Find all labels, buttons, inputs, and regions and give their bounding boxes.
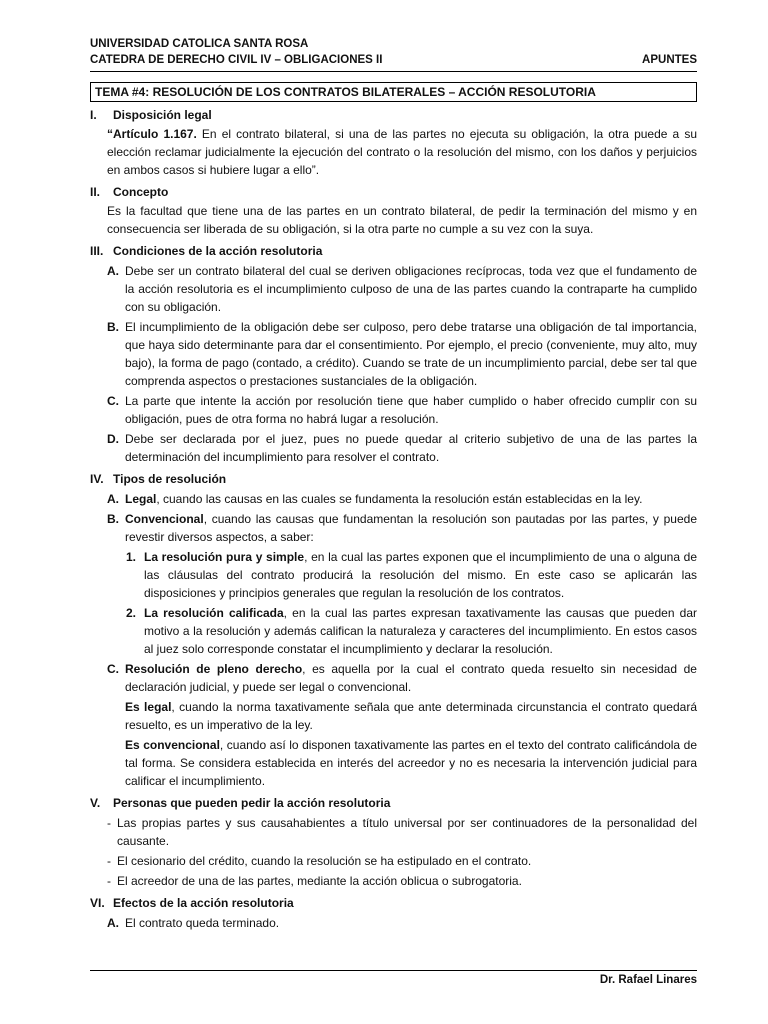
section-heading bbox=[90, 106, 697, 124]
list-item: B. Convencional, cuando las causas que fundamentan la resolución son pautadas por las partes, y puede revestir diversos aspectos, a saber: bbox=[107, 512, 697, 544]
section-number: III. bbox=[90, 244, 104, 258]
list-item: A. El contrato queda terminado. bbox=[107, 916, 280, 930]
section-heading bbox=[90, 183, 697, 201]
list-item: 1. La resolución pura y simple, en la cual las partes exponen que el incumplimiento de una o alguna de las cláusulas del contrato producirá la resolución del mismo. En este caso se aplicarán las disposiciones y principios generales que regulan la resolución de los contratos. bbox=[126, 550, 698, 600]
header-chair: CATEDRA DE DERECHO CIVIL IV – OBLIGACIONES II bbox=[90, 54, 383, 66]
section-heading bbox=[90, 242, 697, 260]
section-number: VI. bbox=[90, 896, 105, 910]
section-title: Efectos de la acción resolutoria bbox=[113, 896, 294, 910]
article-quote: “Artículo 1.167. En el contrato bilateral, si una de las partes no ejecuta su obligación, la otra puede a su elección reclamar judicialmente la ejecución del contrato o la resolución del mismo, con los daños y perjuicios en ambos casos si hubiere lugar a ello”. bbox=[107, 127, 697, 177]
section-heading bbox=[90, 794, 697, 812]
list-item: C. Resolución de pleno derecho, es aquella por la cual el contrato queda resuelto sin necesidad de declaración judicial, y puede ser legal o convencional. bbox=[107, 662, 697, 694]
page-header bbox=[90, 36, 697, 72]
page-footer bbox=[90, 970, 697, 986]
list-item: - Las propias partes y sus causahabientes a título universal por ser continuadores de la personalidad del causante. bbox=[107, 816, 697, 848]
section-number: I. bbox=[90, 108, 97, 122]
sub-paragraph: Es legal, cuando la norma taxativamente señala que ante determinada circunstancia el contrato quedará resuelto, es un imperativo de la ley. bbox=[125, 700, 698, 732]
list-item: 2. La resolución calificada, en la cual las partes expresan taxativamente las causas que pueden dar motivo a la resolución y además califican la naturaleza y caracteres del incumplimiento. En estos casos al juez solo corresponde constatar el incumplimiento y declarar la resolución. bbox=[126, 606, 697, 656]
header-notes: APUNTES bbox=[642, 54, 697, 66]
list-item: B. El incumplimiento de la obligación debe ser culposo, pero debe tratarse una obligación de tal importancia, que haya sido determinante para dar el consentimiento. Por ejemplo, el precio (conveniente, muy alto, muy bajo), la forma de pago (contado, a crédito). Cuando se trate de un incumplimiento parcial, debe ser tal que comprenda aspectos o prestaciones sustanciales de la obligación. bbox=[107, 320, 697, 388]
sub-paragraph: Es convencional, cuando así lo disponen taxativamente las partes en el texto del contrato calificándola de tal forma. Se considera establecida en interés del acreedor y no es necesaria la intervención judicial para calificar el incumplimiento. bbox=[125, 738, 697, 788]
topic-title: TEMA #4: RESOLUCIÓN DE LOS CONTRATOS BILATERALES – ACCIÓN RESOLUTORIA bbox=[90, 82, 697, 102]
concept-text: Es la facultad que tiene una de las partes en un contrato bilateral, de pedir la terminación del mismo y en consecuencia ser liberada de su obligación, si la otra parte no cumple a su vez con la suya. bbox=[107, 204, 697, 236]
section-heading bbox=[90, 894, 697, 912]
list-item: - El acreedor de una de las partes, mediante la acción oblicua o subrogatoria. bbox=[107, 874, 522, 888]
section-number: IV. bbox=[90, 472, 104, 486]
list-item: A. Legal, cuando las causas en las cuales se fundamenta la resolución están establecidas en la ley. bbox=[107, 492, 643, 506]
section-heading bbox=[90, 470, 697, 488]
header-rule bbox=[90, 71, 697, 72]
header-university: UNIVERSIDAD CATOLICA SANTA ROSA bbox=[90, 38, 309, 50]
list-item: D. Debe ser declarada por el juez, pues no puede quedar al criterio subjetivo de una de las partes la determinación del incumplimiento para resolver el contrato. bbox=[107, 432, 697, 464]
section-number: V. bbox=[90, 796, 101, 810]
section-title: Personas que pueden pedir la acción resolutoria bbox=[113, 796, 391, 810]
footer-author: Dr. Rafael Linares bbox=[599, 974, 697, 986]
list-item: - El cesionario del crédito, cuando la resolución se ha estipulado en el contrato. bbox=[107, 854, 532, 868]
document-page bbox=[90, 36, 697, 932]
section-title: Tipos de resolución bbox=[113, 472, 227, 486]
list-item: C. La parte que intente la acción por resolución tiene que haber cumplido o haber ofrecido cumplir con su obligación, pues de otra forma no habrá lugar a resolución. bbox=[107, 394, 697, 426]
section-title: Concepto bbox=[113, 185, 169, 199]
section-title: Condiciones de la acción resolutoria bbox=[113, 244, 323, 258]
list-item: A. Debe ser un contrato bilateral del cual se deriven obligaciones recíprocas, toda vez que el fundamento de la acción resolutoria es el incumplimiento culposo de una de las partes cuando la contraparte ha cumplido con su obligación. bbox=[107, 264, 697, 314]
section-title: Disposición legal bbox=[113, 108, 212, 122]
section-number: II. bbox=[90, 185, 101, 199]
